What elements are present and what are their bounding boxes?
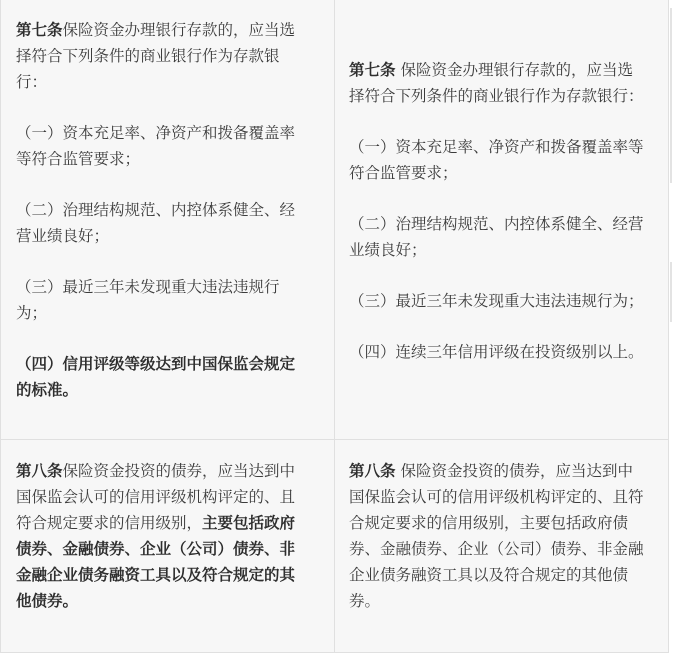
item-3-line: 为； — [16, 304, 48, 322]
item-2-line: （二）治理结构规范、内控体系健全、经 — [16, 201, 296, 219]
article-8-line: 券。 — [349, 592, 381, 610]
article-8-title: 第八条 — [16, 462, 63, 480]
article-7-text-new — [349, 57, 644, 365]
item-2-line: （二）治理结构规范、内控体系健全、经营 — [349, 215, 644, 233]
edge-mark — [670, 262, 672, 322]
article-7-line: 择符合下列条件的商业银行作为存款银行： — [349, 87, 644, 105]
article-7-title: 第七条 — [349, 61, 396, 79]
article-8-line-bold: 主要包括政府 — [202, 514, 296, 532]
item-1-line: 等符合监管要求； — [16, 150, 141, 168]
article-8-line: 国保监会认可的信用评级机构评定的、且 — [16, 488, 296, 506]
article-8-line: 券、金融债券、企业（公司）债券、非金融 — [349, 540, 644, 558]
article-8-line: 符合规定要求的信用级别， — [16, 514, 203, 532]
article-8-line-bold: 债券、金融债券、企业（公司）债券、非 — [16, 540, 296, 558]
cell-old-article-7 — [0, 0, 335, 440]
article-8-text-old — [16, 458, 295, 614]
edge-mark — [670, 8, 672, 183]
cell-new-article-8 — [335, 440, 669, 653]
item-2-line: 营业绩良好； — [16, 227, 110, 245]
item-4-line: （四）连续三年信用评级在投资级别以上。 — [349, 343, 644, 361]
article-7-line: 保险资金办理银行存款的，应当选 — [395, 61, 633, 79]
article-7-line: 保险资金办理银行存款的，应当选 — [62, 21, 296, 39]
article-8-line: 国保监会认可的信用评级机构评定的、且符 — [349, 488, 644, 506]
item-3-line: （三）最近三年未发现重大违法违规行为； — [349, 292, 644, 310]
item-4-line: 的标准。 — [16, 381, 79, 399]
item-1-line: （一）资本充足率、净资产和拨备覆盖率等 — [349, 138, 644, 156]
article-7-line: 择符合下列条件的商业银行作为存款银 — [16, 47, 280, 65]
article-8-line: 保险资金投资的债券，应当达到中 — [62, 462, 296, 480]
item-2-line: 业绩良好； — [349, 241, 427, 259]
article-7-title: 第七条 — [16, 21, 63, 39]
article-8-line: 合规定要求的信用级别，主要包括政府债 — [349, 514, 629, 532]
cell-old-article-8 — [0, 440, 335, 653]
item-4-line: （四）信用评级等级达到中国保监会规定 — [16, 355, 296, 373]
article-7-text-old — [16, 17, 295, 403]
article-7-line: 行： — [16, 73, 48, 91]
article-8-line: 保险资金投资的债券，应当达到中 — [395, 462, 633, 480]
article-8-line-bold: 金融企业债务融资工具以及符合规定的其 — [16, 566, 296, 584]
item-1-line: （一）资本充足率、净资产和拨备覆盖率 — [16, 124, 296, 142]
article-8-text-new — [349, 458, 644, 614]
item-3-line: （三）最近三年未发现重大违法违规行 — [16, 278, 280, 296]
cell-new-article-7 — [335, 0, 669, 440]
article-8-title: 第八条 — [349, 462, 396, 480]
item-1-line: 符合监管要求； — [349, 164, 458, 182]
article-8-line: 企业债务融资工具以及符合规定的其他债 — [349, 566, 629, 584]
article-8-line-bold: 他债券。 — [16, 592, 79, 610]
